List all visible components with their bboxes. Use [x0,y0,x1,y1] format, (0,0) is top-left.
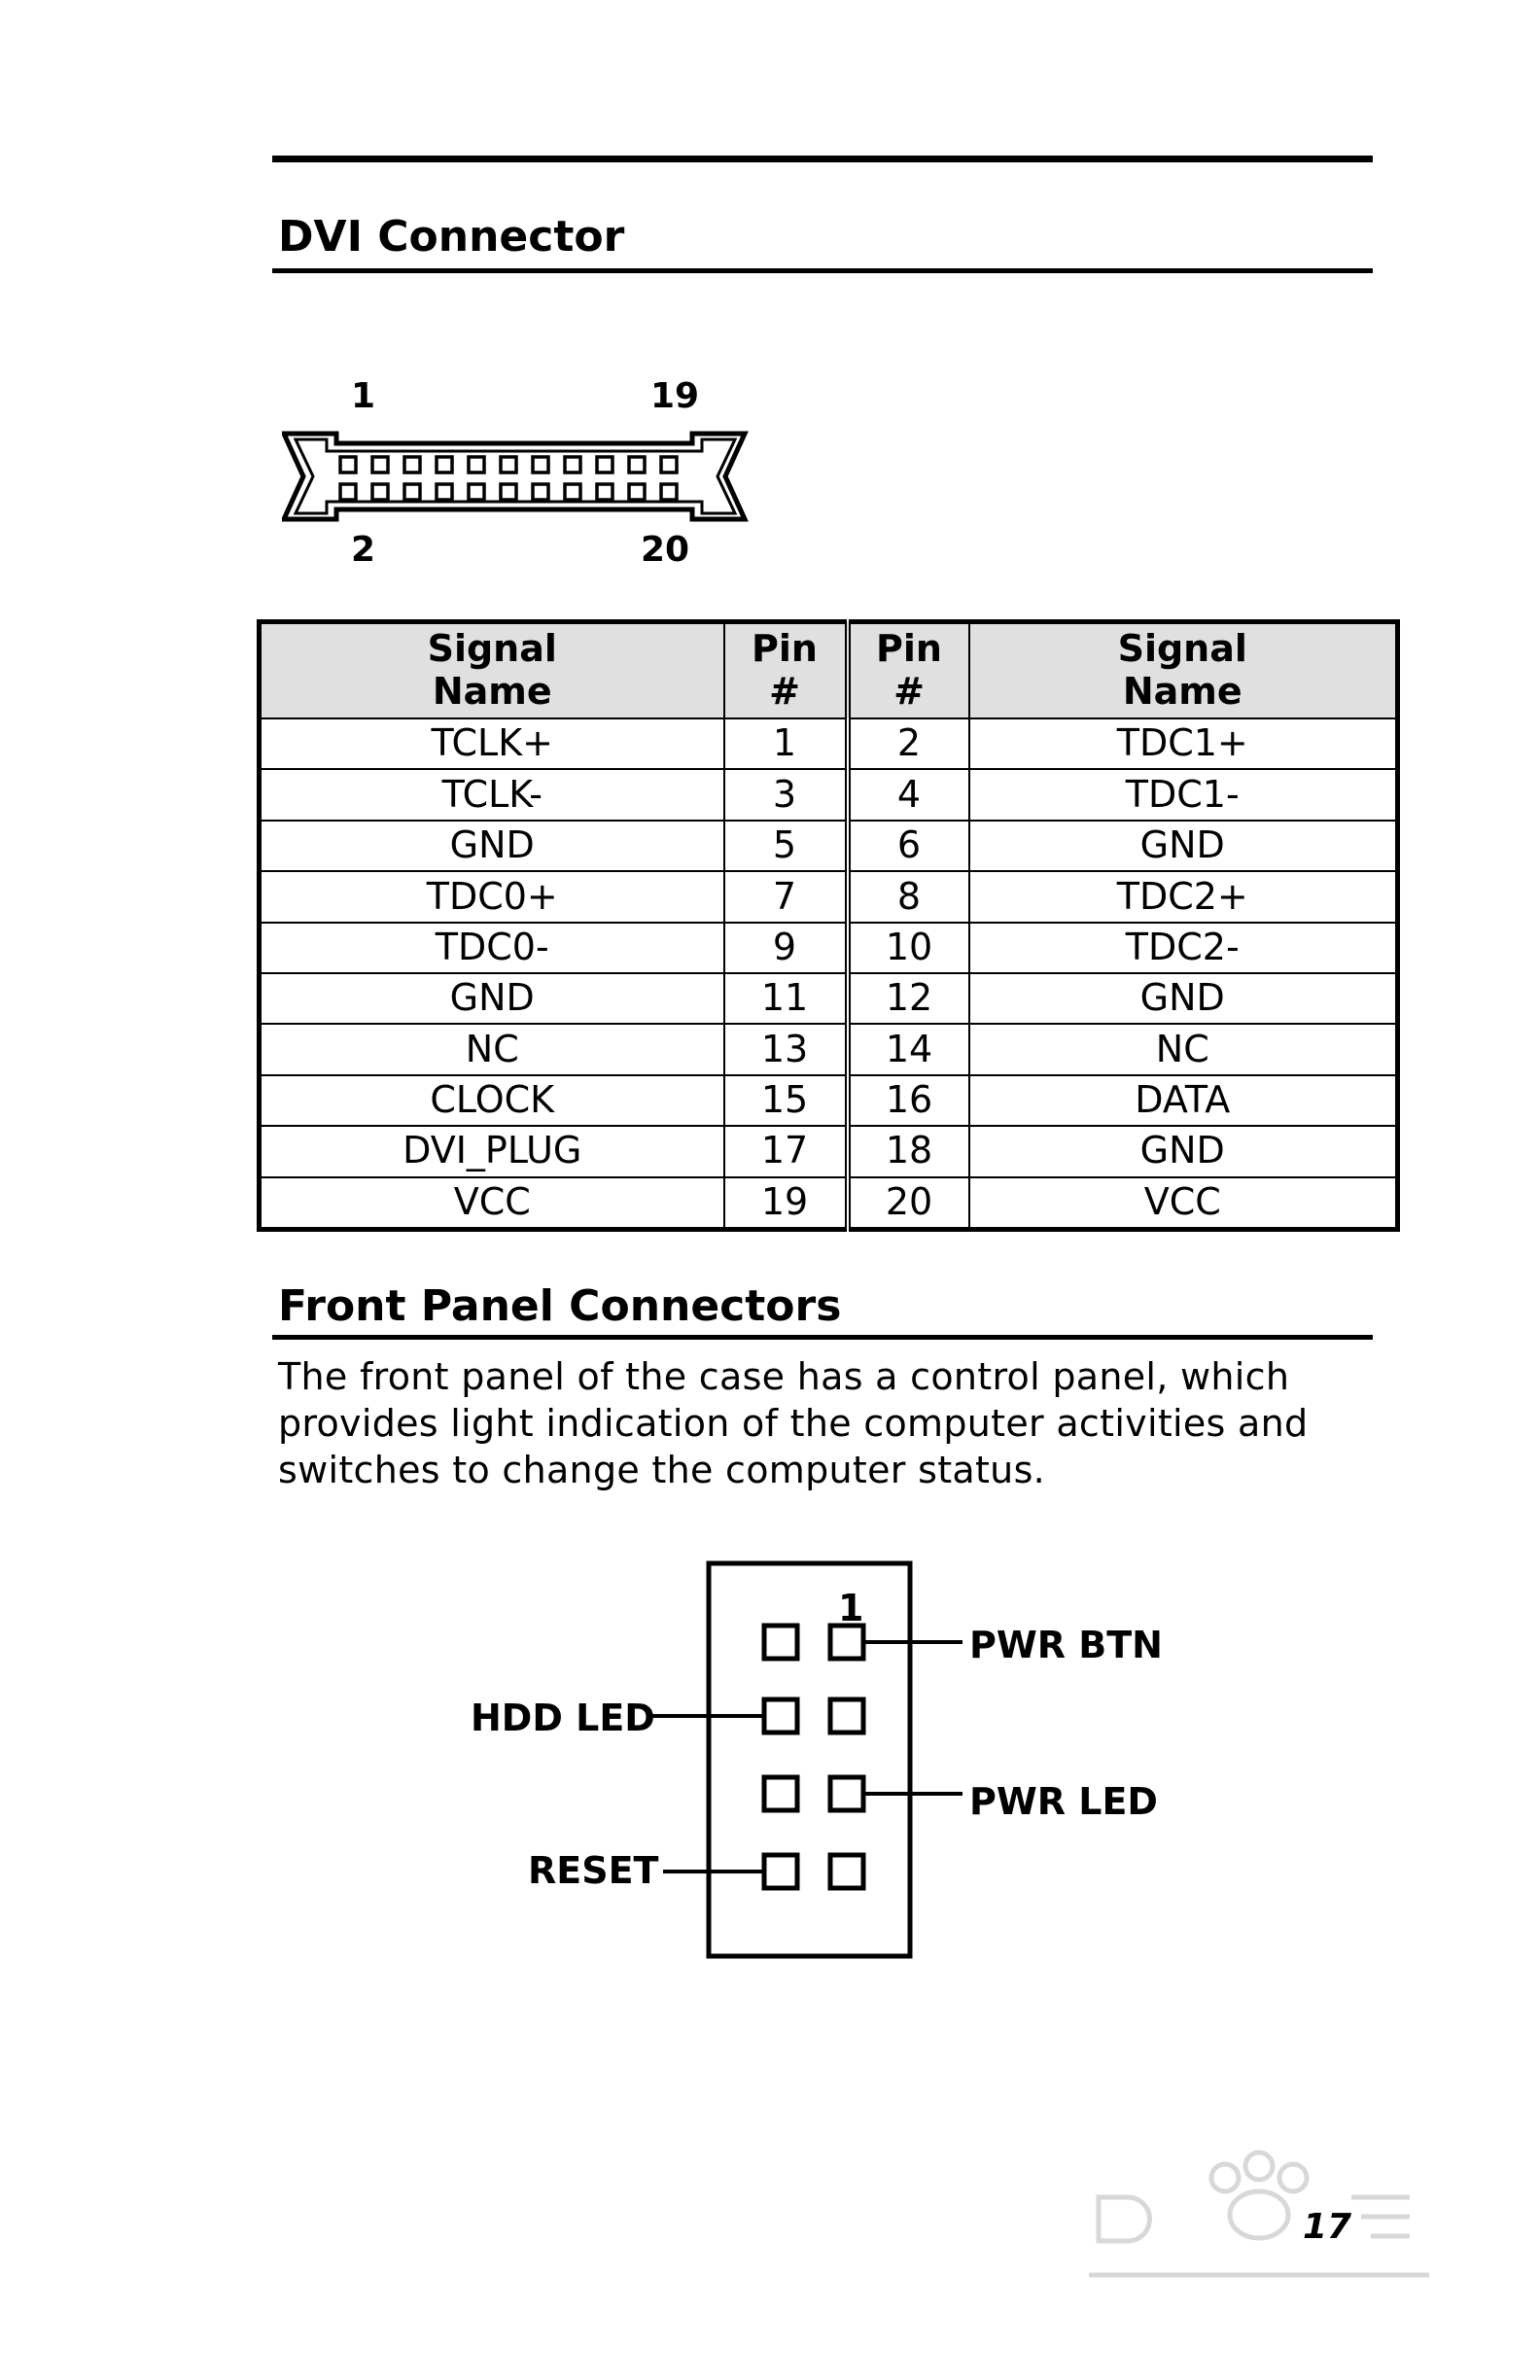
signal-cell: TDC1- [969,769,1398,820]
pin-cell: 8 [848,871,969,922]
pin-cell: 19 [724,1177,848,1230]
front-panel-description [278,1353,1377,1493]
table-row [260,769,1398,820]
header-signal-name-right: Signal Name [969,622,1398,719]
pin-cell: 14 [848,1024,969,1074]
signal-cell: GND [969,1126,1398,1176]
signal-cell: DVI_PLUG [260,1126,724,1176]
pin-cell: 20 [848,1177,969,1230]
pin-cell: 1 [724,718,848,769]
pwr-btn-label: PWR BTN [969,1624,1163,1666]
front-panel-heading: Front Panel Connectors [278,1281,842,1331]
table-row [260,871,1398,922]
table-row [260,1024,1398,1074]
pin-cell: 17 [724,1126,848,1176]
pin-label-1: 1 [351,376,376,416]
signal-cell: DATA [969,1075,1398,1126]
signal-cell: CLOCK [260,1075,724,1126]
pin-cell: 15 [724,1075,848,1126]
paragraph-line: switches to change the computer status. [278,1449,1046,1491]
pin-cell: 9 [724,923,848,973]
header-signal-name-left: Signal Name [260,622,724,719]
heading-underline [272,1335,1373,1340]
table-row [260,1075,1398,1126]
header-pin-right: Pin # [848,622,969,719]
table-header-row [260,622,1398,719]
signal-cell: TDC2- [969,923,1398,973]
signal-cell: TDC2+ [969,871,1398,922]
dvi-header-shape [282,428,749,525]
hdd-led-label: HDD LED [471,1697,655,1739]
signal-cell: VCC [260,1177,724,1230]
front-panel-header-shape [642,1546,1031,1974]
table-row [260,1177,1398,1230]
pin-label-19: 19 [650,376,700,416]
signal-cell: NC [260,1024,724,1074]
pin-label-2: 2 [351,530,376,570]
dvi-pin-table [257,619,1400,1232]
table-row [260,973,1398,1024]
pin-cell: 12 [848,973,969,1024]
signal-cell: TDC1+ [969,718,1398,769]
pin-cell: 7 [724,871,848,922]
reset-label: RESET [528,1849,659,1892]
pin-cell: 16 [848,1075,969,1126]
pin-one-label: 1 [838,1587,864,1629]
table-row [260,821,1398,871]
pin-cell: 10 [848,923,969,973]
signal-cell: TDC0- [260,923,724,973]
pin-cell: 13 [724,1024,848,1074]
paragraph-line: The front panel of the case has a control panel, which [278,1355,1290,1398]
signal-cell: GND [260,973,724,1024]
pin-cell: 18 [848,1126,969,1176]
paragraph-line: provides light indication of the computer activities and [278,1402,1309,1445]
pin-cell: 5 [724,821,848,871]
dvi-connector-heading: DVI Connector [278,212,625,262]
pin-cell: 6 [848,821,969,871]
table-row [260,1126,1398,1176]
signal-cell: VCC [969,1177,1398,1230]
pin-cell: 3 [724,769,848,820]
page-number: 17 [1303,2207,1352,2247]
signal-cell: GND [969,821,1398,871]
table-row [260,923,1398,973]
signal-cell: GND [260,821,724,871]
signal-cell: GND [969,973,1398,1024]
pin-label-20: 20 [641,530,690,570]
pin-cell: 2 [848,718,969,769]
signal-cell: NC [969,1024,1398,1074]
pin-cell: 4 [848,769,969,820]
heading-underline [272,268,1373,273]
watermark-logo [1079,2139,1449,2304]
signal-cell: TCLK+ [260,718,724,769]
pin-cell: 11 [724,973,848,1024]
top-rule [272,156,1373,162]
signal-cell: TCLK- [260,769,724,820]
signal-cell: TDC0+ [260,871,724,922]
pwr-led-label: PWR LED [969,1780,1158,1823]
table-row [260,718,1398,769]
header-pin-left: Pin # [724,622,848,719]
